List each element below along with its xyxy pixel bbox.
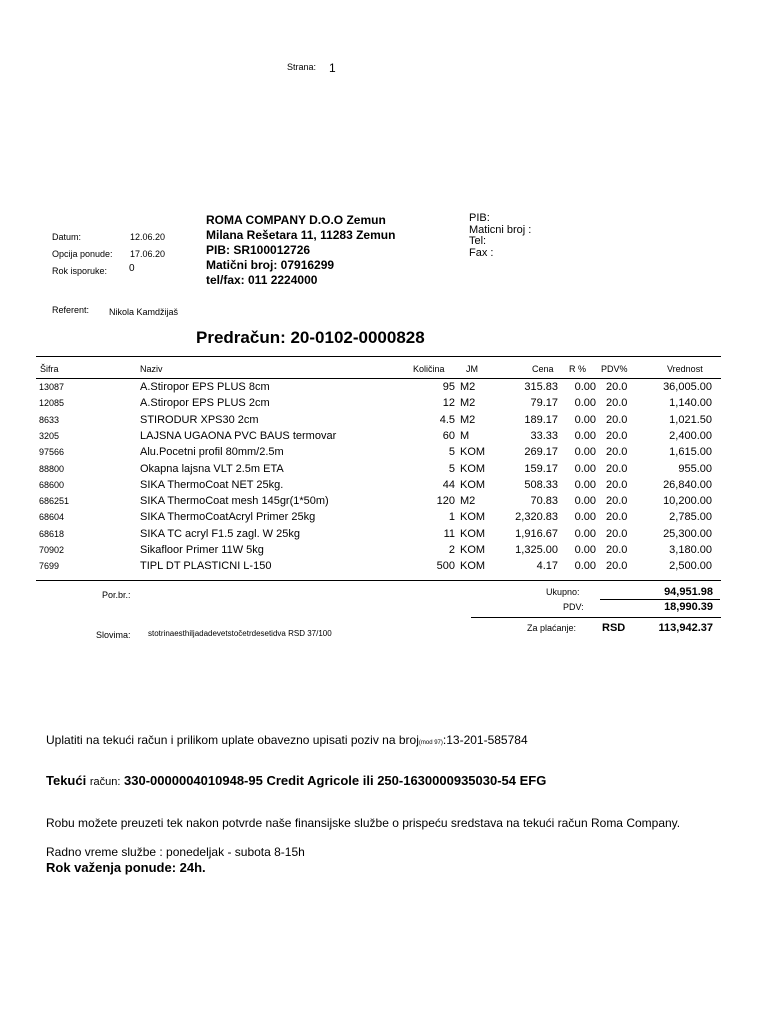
cell-kolicina: 44 [442, 478, 455, 491]
payable-rule [471, 617, 721, 618]
cell-vrednost: 10,200.00 [663, 495, 712, 508]
company-name: ROMA COMPANY D.O.O Zemun [206, 213, 386, 227]
cell-rabat: 0.00 [574, 478, 596, 491]
referent-label: Referent: [52, 305, 90, 315]
cell-naziv: STIRODUR XPS30 2cm [140, 413, 259, 426]
page-label: Strana: [287, 62, 317, 72]
col-kolicina: Količina [413, 364, 445, 374]
cell-rabat: 0.00 [574, 413, 596, 426]
col-vrednost: Vrednost [667, 364, 703, 374]
cell-kolicina: 500 [436, 560, 455, 573]
cell-cena: 1,325.00 [515, 544, 558, 556]
in-words-value: stotrinaesthiljadadevetstočetrdesetidva RSD 37/100 [148, 629, 332, 638]
cell-rabat: 0.00 [574, 560, 596, 573]
table-row [0, 430, 768, 446]
cell-kolicina: 95 [442, 381, 455, 393]
cell-pdv: 20.0 [606, 446, 628, 459]
col-r: R % [569, 364, 587, 374]
offer-option-value: 17.06.20 [130, 249, 166, 259]
cell-kolicina: 4.5 [439, 413, 455, 426]
cell-kolicina: 5 [448, 446, 455, 459]
cell-naziv: Alu.Pocetni profil 80mm/2.5m [140, 446, 284, 459]
cell-sifra: 88800 [39, 463, 65, 474]
total-value: 94,951.98 [664, 586, 713, 598]
cell-pdv: 20.0 [606, 462, 628, 475]
cell-naziv: SIKA TC acryl F1.5 zagl. W 25kg [140, 527, 300, 540]
offer-validity: Rok važenja ponude: 24h. [46, 860, 206, 875]
cell-jm: M2 [460, 381, 476, 393]
cell-vrednost: 26,840.00 [663, 478, 712, 491]
cell-sifra: 7699 [39, 561, 60, 572]
cell-pdv: 20.0 [606, 544, 628, 556]
cell-sifra: 12085 [39, 398, 65, 409]
cell-naziv: SIKA ThermoCoat NET 25kg. [140, 478, 284, 491]
col-naziv: Naziv [140, 364, 163, 374]
vat-label: PDV: [563, 602, 584, 612]
cell-rabat: 0.00 [574, 429, 596, 442]
cell-vrednost: 1,021.50 [669, 413, 712, 426]
cell-vrednost: 1,615.00 [669, 446, 712, 459]
cell-cena: 1,916.67 [515, 527, 558, 540]
cell-naziv: SIKA ThermoCoatAcryl Primer 25kg [140, 511, 316, 524]
account-label-bold: Tekući [46, 773, 87, 788]
payment-note-mod: (mod 97) [418, 740, 443, 746]
cell-sifra: 68600 [39, 479, 65, 490]
table-row [0, 381, 768, 397]
vat-value: 18,990.39 [664, 601, 713, 613]
company-address: Milana Rešetara 11, 11283 Zemun [206, 228, 396, 242]
delivery-value: 0 [129, 263, 135, 274]
cell-rabat: 0.00 [574, 381, 596, 393]
table-row [0, 495, 768, 511]
cell-cena: 70.83 [530, 495, 558, 508]
table-row [0, 397, 768, 413]
cell-cena: 189.17 [524, 413, 558, 426]
cell-pdv: 20.0 [606, 560, 628, 573]
cell-sifra: 68604 [39, 512, 65, 523]
table-row [0, 544, 768, 560]
cell-jm: M2 [460, 397, 476, 410]
cell-rabat: 0.00 [574, 462, 596, 475]
cell-jm: KOM [460, 462, 486, 475]
cell-sifra: 8633 [39, 414, 60, 425]
company-mb: Matični broj: 07916299 [206, 258, 335, 272]
cell-vrednost: 2,400.00 [669, 429, 712, 442]
payment-reference: :13-201-585784 [442, 733, 528, 747]
table-row [0, 446, 768, 462]
cell-sifra: 97566 [39, 447, 65, 458]
offer-option-label: Opcija ponude: [52, 249, 113, 259]
payment-note [46, 733, 528, 747]
cell-pdv: 20.0 [606, 429, 628, 442]
cell-vrednost: 25,300.00 [663, 527, 712, 540]
cell-sifra: 70902 [39, 545, 65, 555]
cell-naziv: Okapna lajsna VLT 2.5m ETA [140, 462, 284, 475]
cell-kolicina: 11 [443, 527, 455, 540]
document-title: Predračun: 20-0102-0000828 [196, 328, 425, 347]
table-row [0, 560, 768, 576]
account-numbers: 330-0000004010948-95 Credit Agricole ili 250-1630000935030-54 EFG [120, 773, 547, 788]
cell-vrednost: 2,500.00 [669, 560, 712, 573]
page-number: 1 [329, 61, 336, 75]
customer-block [469, 213, 531, 259]
cell-sifra: 3205 [39, 430, 60, 441]
in-words-label: Slovima: [96, 630, 131, 640]
payable-value: 113,942.37 [658, 622, 713, 634]
cell-sifra: 68618 [39, 528, 65, 539]
customer-mb: Maticni broj : [469, 223, 532, 236]
table-header-rule [36, 378, 721, 379]
cell-cena: 508.33 [524, 478, 558, 491]
cell-rabat: 0.00 [574, 446, 596, 459]
cell-jm: KOM [460, 560, 486, 573]
cell-pdv: 20.0 [606, 397, 628, 410]
total-rule [600, 599, 720, 600]
cell-naziv: SIKA ThermoCoat mesh 145gr(1*50m) [140, 495, 329, 508]
cell-kolicina: 60 [442, 429, 455, 442]
cell-cena: 269.17 [524, 446, 558, 459]
company-pib: PIB: SR100012726 [206, 243, 311, 257]
cell-jm: KOM [460, 544, 486, 556]
cell-vrednost: 955.00 [678, 462, 712, 475]
cell-pdv: 20.0 [606, 478, 628, 491]
cell-naziv: A.Stiropor EPS PLUS 2cm [140, 397, 270, 410]
account-line [46, 773, 546, 788]
cell-naziv: A.Stiropor EPS PLUS 8cm [140, 381, 270, 393]
col-jm: JM [466, 364, 478, 374]
table-row [0, 511, 768, 527]
cell-pdv: 20.0 [606, 413, 628, 426]
table-bottom-rule [36, 580, 721, 581]
date-label: Datum: [52, 232, 82, 242]
cell-jm: KOM [460, 511, 486, 524]
table-top-rule [36, 356, 721, 357]
table-row [0, 479, 768, 495]
cell-cena: 33.33 [530, 429, 558, 442]
table-row [0, 463, 768, 479]
cell-naziv: LAJSNA UGAONA PVC BAUS termovar [140, 429, 337, 442]
cell-jm: M [460, 429, 470, 442]
cell-cena: 2,320.83 [515, 511, 558, 524]
payment-note-text: Uplatiti na tekući račun i prilikom uplate obavezno upisati poziv na broj [46, 733, 419, 747]
table-row [0, 528, 768, 544]
cell-cena: 159.17 [524, 462, 558, 475]
date-value: 12.06.20 [130, 232, 166, 242]
cell-kolicina: 120 [436, 495, 455, 508]
col-sifra: Šifra [40, 364, 59, 374]
cell-pdv: 20.0 [606, 495, 628, 508]
account-label: račun: [89, 776, 121, 788]
cell-cena: 315.83 [524, 381, 558, 393]
working-hours: Radno vreme službe : ponedeljak - subota 8-15h [46, 845, 305, 859]
cell-naziv: TIPL DT PLASTICNI L-150 [140, 560, 272, 573]
cell-jm: KOM [460, 478, 486, 491]
cell-vrednost: 36,005.00 [663, 381, 712, 393]
cell-naziv: Sikafloor Primer 11W 5kg [140, 544, 264, 556]
cell-vrednost: 2,785.00 [669, 511, 712, 524]
cell-cena: 4.17 [536, 560, 558, 573]
currency: RSD [602, 622, 626, 634]
cell-jm: M2 [460, 413, 476, 426]
customer-tel: Tel: [469, 235, 487, 247]
cell-pdv: 20.0 [606, 527, 628, 540]
cell-cena: 79.17 [530, 397, 558, 410]
cell-jm: KOM [460, 527, 486, 540]
cell-jm: KOM [460, 446, 486, 459]
cell-kolicina: 12 [442, 397, 455, 410]
cell-sifra: 686251 [39, 496, 70, 507]
customer-pib: PIB: [469, 212, 490, 224]
cell-rabat: 0.00 [574, 495, 596, 508]
total-label: Ukupno: [546, 587, 580, 597]
cell-kolicina: 1 [448, 511, 455, 524]
payable-label: Za plaćanje: [527, 623, 577, 633]
table-row [0, 414, 768, 430]
col-pdv: PDV% [601, 364, 628, 374]
cell-sifra: 13087 [39, 382, 65, 392]
company-block [206, 213, 395, 288]
cell-vrednost: 1,140.00 [669, 397, 712, 410]
delivery-label: Rok isporuke: [52, 266, 108, 276]
col-cena: Cena [532, 364, 554, 374]
cell-pdv: 20.0 [606, 511, 628, 524]
pickup-note: Robu možete preuzeti tek nakon potvrde naše finansijske službe o prispeću sredstava na tekući račun Roma Company. [46, 816, 681, 830]
cell-kolicina: 2 [448, 544, 455, 556]
cell-vrednost: 3,180.00 [669, 544, 712, 556]
company-tel: tel/fax: 011 2224000 [206, 273, 318, 287]
cell-kolicina: 5 [448, 462, 455, 475]
cell-jm: M2 [460, 495, 476, 508]
cell-rabat: 0.00 [574, 511, 596, 524]
customer-fax: Fax : [469, 246, 494, 259]
porbr-label: Por.br.: [102, 590, 131, 600]
table-header [0, 364, 768, 376]
cell-rabat: 0.00 [574, 527, 596, 540]
cell-rabat: 0.00 [574, 397, 596, 410]
referent-value: Nikola Kamdžijaš [109, 307, 179, 317]
cell-rabat: 0.00 [574, 544, 596, 556]
cell-pdv: 20.0 [606, 381, 628, 393]
